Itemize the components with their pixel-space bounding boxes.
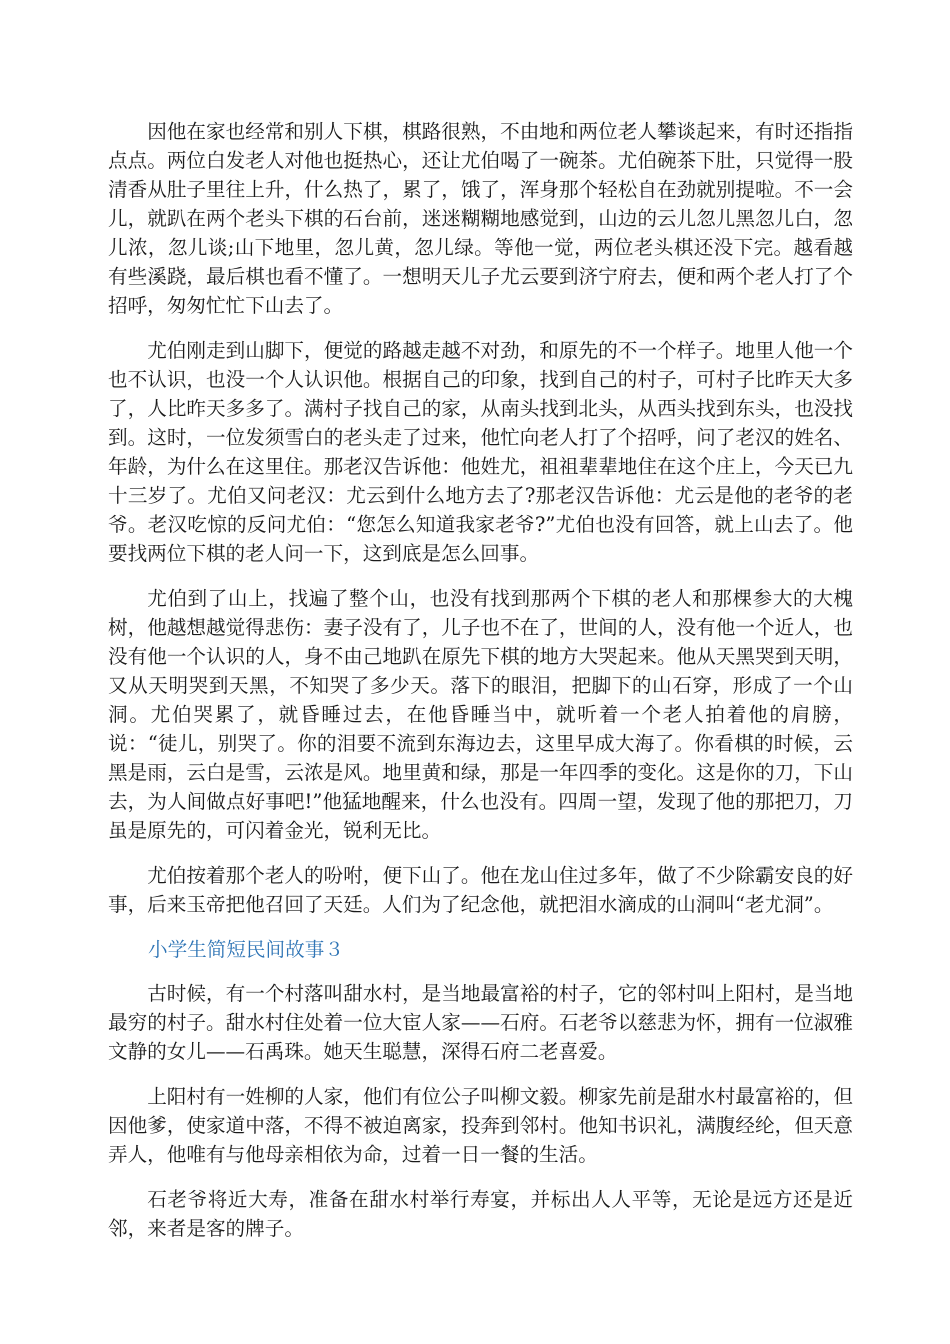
story-paragraph: 古时候，有一个村落叫甜水村，是当地最富裕的村子，它的邻村叫上阳村，是当地最穷的村子。甜水村住处着一位大宦人家——石府。石老爷以慈悲为怀，拥有一位淑雅文静的女儿——石禹珠。她天生聪慧，深得石府二老喜爱。	[108, 982, 853, 1063]
story-paragraph: 石老爷将近大寿，准备在甜水村举行寿宴，并标出人人平等，无论是远方还是近邻，来者是客的牌子。	[108, 1188, 853, 1240]
document-page	[108, 117, 853, 1259]
section-heading: 小学生简短民间故事３	[148, 938, 344, 961]
story-paragraph: 尤伯到了山上，找遍了整个山，也没有找到那两个下棋的老人和那棵参大的大槐树，他越想越觉得悲伤：妻子没有了，儿子也不在了，世间的人，没有他一个近人，也没有他一个认识的人，身不由己地趴在原先下棋的地方大哭起来。他从天黑哭到天明，又从天明哭到天黑，不知哭了多少天。落下的眼泪，把脚下的山石穿，形成了一个山洞。尤伯哭累了，就昏睡过去，在他昏睡当中，就听着一个老人拍着他的肩膀，说：“徒儿，别哭了。你的泪要不流到东海边去，这里早成大海了。你看棋的时候，云黑是雨，云白是雪，云浓是风。地里黄和绿，那是一年四季的变化。这是你的刀，下山去，为人间做点好事吧!”他猛地醒来，什么也没有。四周一望，发现了他的那把刀，刀虽是原先的，可闪着金光，锐利无比。	[108, 587, 853, 842]
story-paragraph: 尤伯按着那个老人的吩咐，便下山了。他在龙山住过多年，做了不少除霸安良的好事，后来玉帝把他召回了天廷。人们为了纪念他，就把泪水滴成的山洞叫“老尤洞”。	[108, 864, 853, 916]
story-paragraph: 上阳村有一姓柳的人家，他们有位公子叫柳文毅。柳家先前是甜水村最富裕的，但因他爹，使家道中落，不得不被迫离家，投奔到邻村。他知书识礼，满腹经纶，但天意弄人，他唯有与他母亲相依为命，过着一日一餐的生活。	[108, 1085, 853, 1166]
story-paragraph: 因他在家也经常和别人下棋，棋路很熟，不由地和两位老人攀谈起来，有时还指指点点。两位白发老人对他也挺热心，还让尤伯喝了一碗茶。尤伯碗茶下肚，只觉得一股清香从肚子里往上升，什么热了，累了，饿了，浑身那个轻松自在劲就别提啦。不一会儿，就趴在两个老头下棋的石台前，迷迷糊糊地感觉到，山边的云儿忽儿黑忽儿白，忽儿浓，忽儿谈;山下地里，忽儿黄，忽儿绿。等他一觉，两位老头棋还没下完。越看越有些溪跷，最后棋也看不懂了。一想明天儿子尤云要到济宁府去，便和两个老人打了个招呼，匆匆忙忙下山去了。	[108, 120, 853, 317]
story-paragraph: 尤伯刚走到山脚下，便觉的路越走越不对劲，和原先的不一个样子。地里人他一个也不认识，也没一个人认识他。根据自己的印象，找到自己的村子，可村子比昨天大多了，人比昨天多多了。满村子找自己的家，从南头找到北头，从西头找到东头，也没找到。这时，一位发须雪白的老头走了过来，他忙向老人打了个招呼，问了老汉的姓名、年龄，为什么在这里住。那老汉告诉他：他姓尤，祖祖辈辈地住在这个庄上，今天已九十三岁了。尤伯又问老汉：尤云到什么地方去了?那老汉告诉他：尤云是他的老爷的老爷。老汉吃惊的反问尤伯：“您怎么知道我家老爷?”尤伯也没有回答，就上山去了。他要找两位下棋的老人问一下，这到底是怎么回事。	[108, 339, 853, 565]
